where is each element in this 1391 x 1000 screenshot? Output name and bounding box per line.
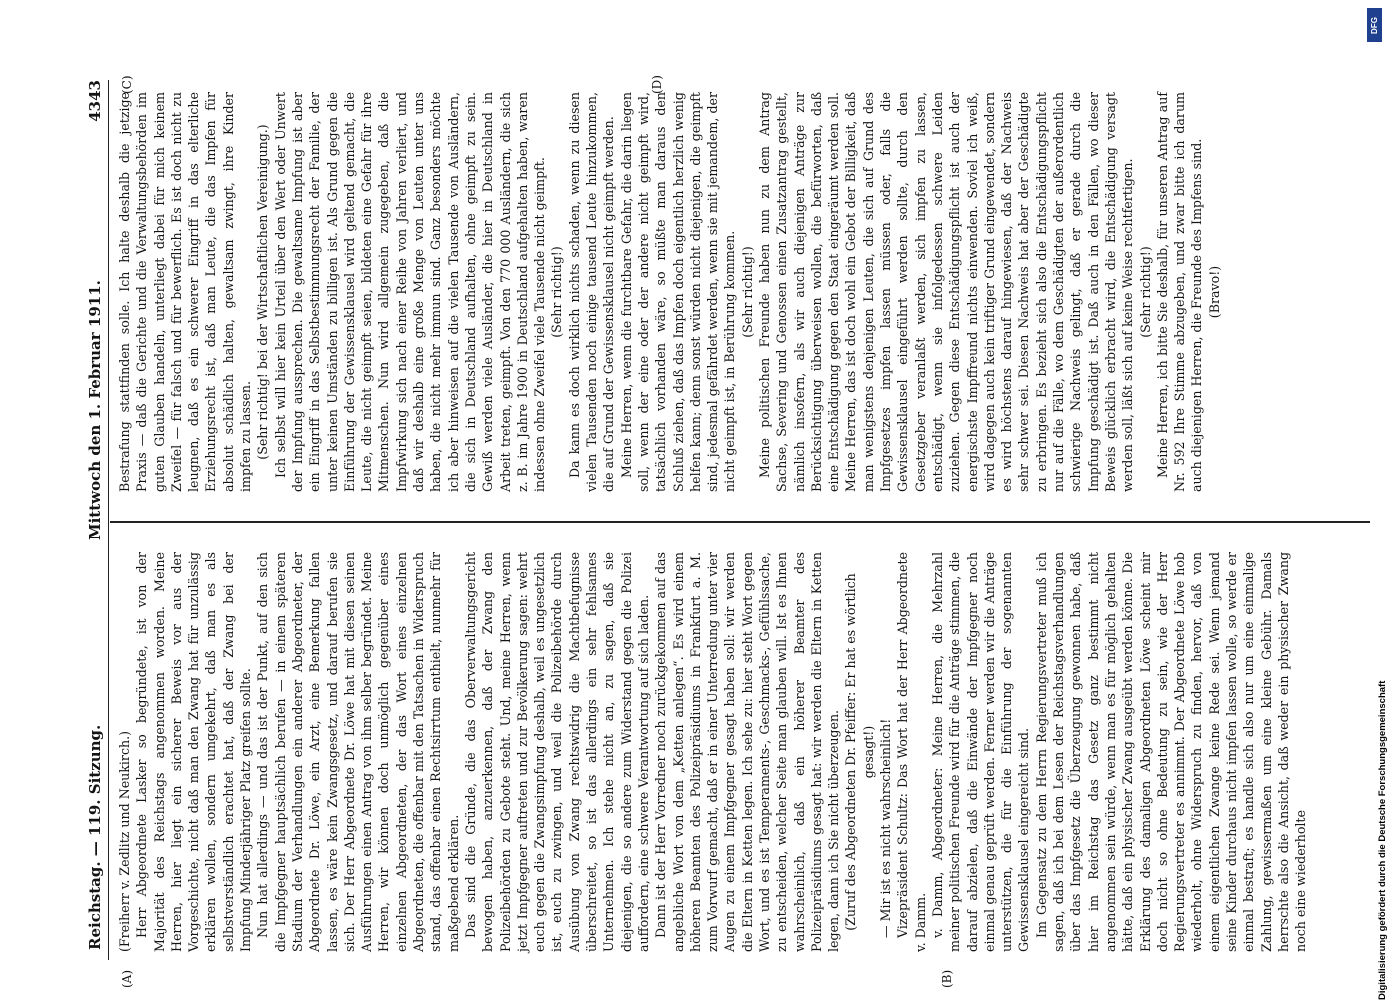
page-header bbox=[80, 70, 110, 970]
paragraph: Ich selbst will hier kein Urteil über den Wert oder Unwert der Impfung aussprechen. Die gewaltsame Impfung ist aber ein Eingriff in das Selbstbestimmungsrecht der Familie, der unter keinen Umständen zu billigen ist. Als Grund gegen die Einführung der Gewissensklausel wird geltend gemacht, die Leute, die nicht geimpft seien, bildeten eine Gefahr für ihre Mitmenschen. Nun wird allgemein zugegeben, daß die Impfwirkung sich nach einer Reihe von Jahren verliert, und daß wir deshalb eine große Menge von Leuten unter uns haben, die nicht mehr immun sind. Ganz besonders möchte ich aber hinweisen auf die vielen Tausende von Ausländern, die sich in Deutschland aufhalten, ohne geimpft zu sein. Gewiß werden viele Ausländer, die hier in Deutschland in Arbeit treten, geimpft. Von den 770 000 Ausländern, die sich z. B. im Jahre 1900 in Deutschland aufgehalten haben, waren indessen ohne Zweifel viele Tausende nicht geimpft. bbox=[272, 92, 548, 492]
paragraph: Im Gegensatz zu dem Herrn Regierungsvertreter muß ich sagen, daß ich bei dem Lesen der Reichstagsverhandlungen über das Impfgesetz die Überzeugung gewonnen habe, daß hier im Reichstag das Gesetz ganz bestimmt nicht angenommen sein würde, wenn man es für möglich gehalten hätte, daß ein physischer Zwang ausgeübt werden könne. Die Erklärung des damaligen Abgeordneten Löwe scheint mir doch nicht so ohne Bedeutung zu sein, wie der Herr Regierungsvertreter es annimmt. Der Abgeordnete Löwe hob wiederholt, ohne Widerspruch zu finden, hervor, daß von einem eigentlichen Zwange keine Rede sei. Wenn jemand seine Kinder durchaus nicht impfen lassen wolle, so werde er einmal bestraft; es handle sich also nur um eine einmalige Zahlung, gewissermaßen um eine kleine Gebühr. Damals herrschte also die Ansicht, daß weder ein physischer Zwang noch eine wiederholte bbox=[1033, 552, 1309, 952]
interjection: (Zuruf des Abgeordneten Dr. Pfeiffer: Er hat es wörtlich gesagt!) bbox=[843, 573, 876, 931]
applause-note: (Bravo!) bbox=[1206, 265, 1222, 319]
digitization-credit: Digitalisierung gefördert durch die Deutsche Forschungsgemeinschaft bbox=[1377, 680, 1388, 1000]
left-column bbox=[116, 552, 1309, 952]
page-number: 4343 bbox=[86, 80, 104, 122]
header-date: Mittwoch den 1. Februar 1911. bbox=[86, 280, 104, 540]
paragraph: Bestrafung stattfinden solle. Ich halte deshalb die jetzige Praxis — daß die Gerichte und die Verwaltungsbehörden im guten Glauben handeln, unterliegt dabei für mich keinem Zweifel — für falsch und für bewerflich. Es ist doch nicht zu leugnen, daß es ein schwerer Eingriff in das elterliche Erziehungsrecht ist, daß man Leute, die das Impfen für absolut schädlich halten, gewaltsam zwingt, ihre Kinder impfen zu lassen. bbox=[117, 92, 254, 492]
margin-mark-c: (C) bbox=[120, 75, 134, 94]
paragraph: Nun hat allerdings — und das ist der Punkt, auf den sich die Impfgegner hauptsächlich berufen — in einem späteren Stadium der Verhandlungen ein anderer Abgeordneter, der Abgeordnete Dr. Löwe, ein Arzt, eine Bemerkung fallen lassen, es wäre kein Zwangsgesetz, und darauf berufen sie sich. Der Herr Abgeordnete Dr. Löwe hat mit diesen seinen Ausführungen einen Antrag von ihm selber begründet. Meine Herren, wir können doch unmöglich gegenüber eines einzelnen Abgeordneten, der das Wort eines einzelnen Abgeordneten, die offenbar mit den Tatsachen in Widerspruch stand, das offenbar einen Rechtsirrtum enthielt, nunmehr für maßgebend erklären. bbox=[255, 552, 461, 952]
header-rule bbox=[108, 80, 109, 960]
right-column bbox=[116, 92, 1286, 492]
paragraph: — Mir ist es nicht wahrscheinlich! bbox=[878, 718, 894, 938]
paragraph: Da kann es doch wirklich nichts schaden, wenn zu diesen vielen Tausenden noch einige tausend Leute hinzukommen, die auf Grund der Gewissensklausel nicht geimpft werden. bbox=[566, 92, 617, 492]
interjection: (Sehr richtig! bei der Wirtschaftlichen Vereinigung.) bbox=[255, 124, 271, 460]
rotated-document-page bbox=[80, 70, 1370, 988]
paragraph: v. Damm, Abgeordneter: Meine Herren, die Mehrzahl meiner politischen Freunde wird für die Anträge stimmen, die darauf abzielen, daß die Einwände der Impfgegner noch einmal genau geprüft werden. Ferner werden wir die Anträge unterstützen, die für die Einführung der sogenannten Gewissensklausel eingereicht sind. bbox=[929, 552, 1032, 952]
paragraph: Das sind die Gründe, die das Oberverwaltungsgericht bewogen haben, anzuerkennen, daß der Zwang den Polizeibehörden zu Gebote steht. Und, meine Herren, wenn jetzt Impfgegner auftreten und zur Bevölkerung sagen: wehrt euch gegen die Zwangsimpfung deshalb, weil es ungesetzlich ist, euch zu zwingen, und weil die Polizeibehörde durch Ausübung von Zwang rechtswidrig die Machtbefugnisse überschreitet, so ist das allerdings ein sehr fehlsames Unternehmen. Ich stehe nicht an, zu sagen, daß sie diejenigen, die so andere zum Widerstand gegen die Polizei auffordern, eine schwere Verantwortung auf sich laden. bbox=[462, 552, 651, 952]
paragraph: Meine Herren, ich bitte Sie deshalb, für unseren Antrag auf Nr. 592 Ihre Stimme abzugeben, und zwar bitte ich darum auch diejenigen Herren, die Freunde des Impfens sind. bbox=[1154, 92, 1205, 492]
paragraph: Herr Abgeordnete Lasker so begründete, ist von der Majorität des Reichstags angenommen worden. Meine Herren, hier liegt ein sicherer Beweis vor aus der Vorgeschichte, nicht daß man den Zwang hat für unzulässig erklären wollen, sondern umgekehrt, daß man es als selbstverständlich erachtet hat, daß der Zwang bei der Impfung Minderjähriger Platz greifen sollte. bbox=[134, 552, 254, 952]
margin-mark-d: (D) bbox=[650, 75, 664, 94]
dfg-logo: DFG bbox=[1367, 8, 1382, 42]
paragraph: Dann ist der Herr Vorredner noch zurückgekommen auf das angebliche Wort von dem „Ketten anlegen“. Es wird einem höheren Beamten des Polizeipräsidiums in Frankfurt a. M. zum Vorwurf gemacht, daß er in einer Unterredung unter vier Augen zu einem Impfgegner gesagt haben soll: wir werden die Eltern in Ketten legen. Ich sehe zu: hier steht Wort gegen Wort, und es ist Temperaments-, Geschmacks-, Gefühlssache, zu entscheiden, welcher Seite man glauben will. Ist es Ihnen wahrscheinlich, daß ein höherer Beamter des Polizeipräsidiums gesagt hat: wir werden die Eltern in Ketten legen, dann ich Sie nicht überzeugen. bbox=[653, 552, 842, 952]
margin-mark-a: (A) bbox=[120, 969, 134, 988]
paragraph: Vizepräsident Schultz: Das Wort hat der Herr Abgeordnete v. Damm. bbox=[895, 552, 928, 952]
interjection: (Sehr richtig!) bbox=[549, 246, 565, 338]
speaker-note: (Freiherr v. Zedlitz und Neukirch.) bbox=[117, 730, 132, 952]
header-session: Reichstag. — 119. Sitzung. bbox=[86, 724, 104, 950]
interjection: (Sehr richtig!) bbox=[739, 246, 755, 338]
paragraph: Meine politischen Freunde haben nun zu dem Antrag Sachse, Severing und Genossen einen Zusatzantrag gestellt, nämlich insofern, als wir auch diejenigen Anträge zur Berücksichtigung überweisen wollen, die befürworten, daß eine Entschädigung gegen den Staat eingeräumt werden soll. Meine Herren, das ist doch wohl ein Gebot der Billigkeit, daß man wenigstens denjenigen Leuten, die sich auf Grund des Impfgesetzes impfen lassen müssen oder, falls die Gewissensklausel eingeführt werden sollte, durch den Gesetzgeber veranlaßt werden, sich impfen zu lassen, entschädigt, wenn sie infolgedessen schwere Leiden zuziehen. Gegen diese Entschädigungspflicht ist auch der energischste Impffreund nichts einwenden. Soviel ich weiß, wird dagegen auch kein triftiger Grund eingewendet, sondern es wird höchstens darauf hingewiesen, daß der Nachweis sehr schwer sei. Diesen Nachweis hat aber der Geschädigte zu erbringen. Es bezieht sich also die Entschädigungspflicht nur auf die Fälle, wo dem Geschädigten der außerordentlich schwierige Nachweis gelingt, daß er gerade durch die Impfung geschädigt ist. Daß auch in den Fällen, wo dieser Beweis glücklich erbracht wird, die Entschädigung versagt werden soll, läßt sich auf keine Weise rechtfertigen. bbox=[756, 92, 1136, 492]
paragraph: Meine Herren, wenn die furchtbare Gefahr, die darin liegen soll, wenn der eine oder der andere nicht geimpft wird, tatsächlich vorhanden wäre, so müßte man daraus den Schluß ziehen, daß das Impfen doch eigentlich herzlich wenig helfen kann; denn sonst würden nicht diejenigen, die geimpft sind, jedesmal gefährdet werden, wenn sie mit jemandem, der nicht geimpft ist, in Berührung kommen. bbox=[618, 92, 738, 492]
interjection: (Sehr richtig!) bbox=[1137, 246, 1153, 338]
column-divider bbox=[110, 521, 1370, 523]
margin-mark-b: (B) bbox=[940, 969, 954, 988]
